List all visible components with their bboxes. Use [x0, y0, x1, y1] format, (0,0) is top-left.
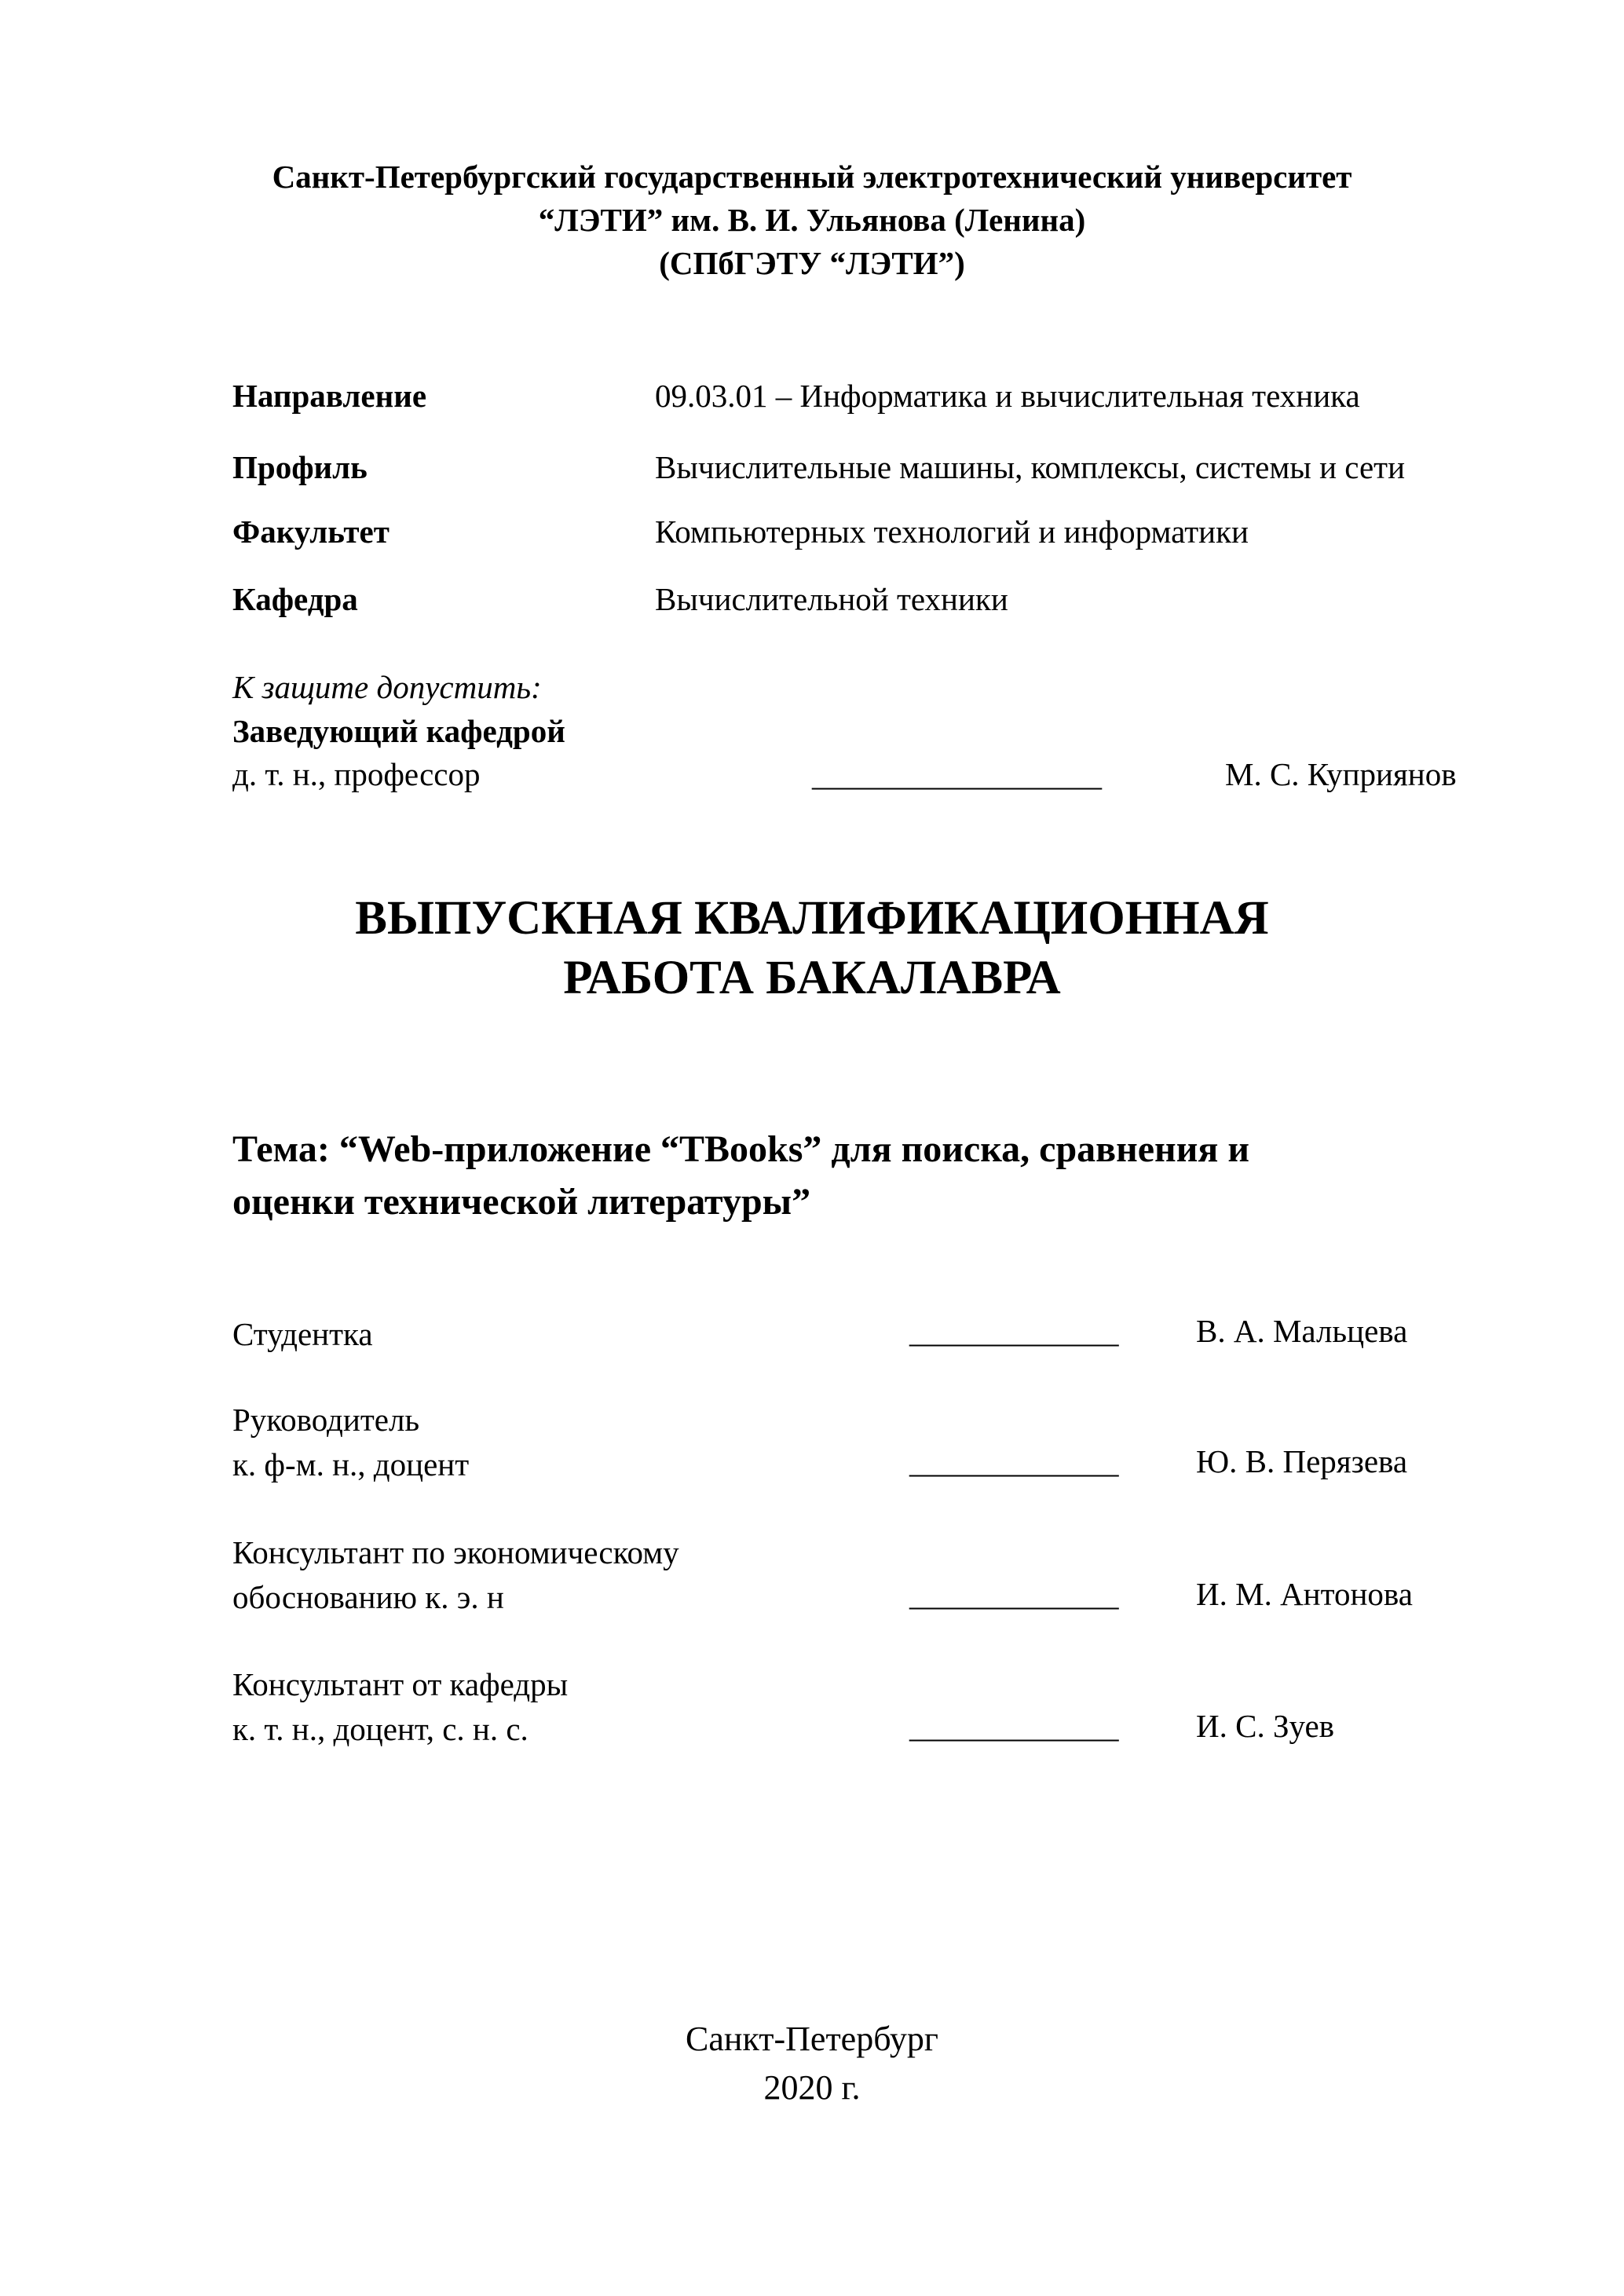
supervisor-role: Руководитель — [232, 1402, 420, 1438]
topic-line2: оценки технической литературы” — [232, 1181, 811, 1223]
supervisor-signature-line: _____________ — [909, 1443, 1119, 1479]
head-of-department-name: М. С. Куприянов — [1225, 756, 1457, 792]
department-consultant-signature-line: _____________ — [909, 1708, 1119, 1744]
supervisor-degree: к. ф-м. н., доцент — [232, 1446, 470, 1483]
student-signature-line: _____________ — [909, 1313, 1119, 1349]
economic-consultant-name: И. М. Антонова — [1196, 1576, 1413, 1612]
head-signature-line: __________________ — [812, 756, 1102, 792]
direction-label: Направление — [232, 378, 427, 414]
head-of-department-title: Заведующий кафедрой — [232, 713, 565, 749]
work-title-line1: ВЫПУСКНАЯ КВАЛИФИКАЦИОННАЯ — [355, 892, 1269, 945]
economic-consultant-degree: обоснованию к. э. н — [232, 1579, 504, 1615]
student-name: В. А. Мальцева — [1196, 1313, 1408, 1349]
faculty-value: Компьютерных технологий и информатики — [655, 514, 1249, 550]
direction-value: 09.03.01 – Информатика и вычислительная техника — [655, 378, 1360, 414]
topic-line1: Тема: “Web-приложение “TBooks” для поиска, сравнения и — [232, 1128, 1249, 1170]
university-abbreviation: (СПбГЭТУ “ЛЭТИ”) — [659, 245, 965, 281]
university-name-line1: Санкт-Петербургский государственный электротехнический университет — [272, 159, 1352, 195]
supervisor-name: Ю. В. Перязева — [1196, 1443, 1408, 1479]
profile-label: Профиль — [232, 449, 368, 485]
head-of-department-degree: д. т. н., профессор — [232, 756, 481, 792]
university-name-line2: “ЛЭТИ” им. В. И. Ульянова (Ленина) — [538, 202, 1086, 238]
department-consultant-name: И. С. Зуев — [1196, 1708, 1335, 1744]
economic-consultant-role: Консультант по экономическому — [232, 1534, 679, 1570]
profile-value: Вычислительные машины, комплексы, системы и сети — [655, 449, 1406, 485]
work-title-line2: РАБОТА БАКАЛАВРА — [563, 952, 1061, 1004]
admission-note: К защите допустить: — [232, 669, 542, 705]
department-value: Вычислительной техники — [655, 581, 1008, 617]
faculty-label: Факультет — [232, 514, 390, 550]
department-label: Кафедра — [232, 581, 358, 617]
footer-year: 2020 г. — [763, 2068, 861, 2107]
economic-consultant-signature-line: _____________ — [909, 1576, 1119, 1612]
footer-city: Санкт-Петербург — [686, 2020, 938, 2058]
student-role: Студентка — [232, 1316, 373, 1352]
department-consultant-degree: к. т. н., доцент, с. н. с. — [232, 1711, 529, 1747]
department-consultant-role: Консультант от кафедры — [232, 1666, 569, 1702]
